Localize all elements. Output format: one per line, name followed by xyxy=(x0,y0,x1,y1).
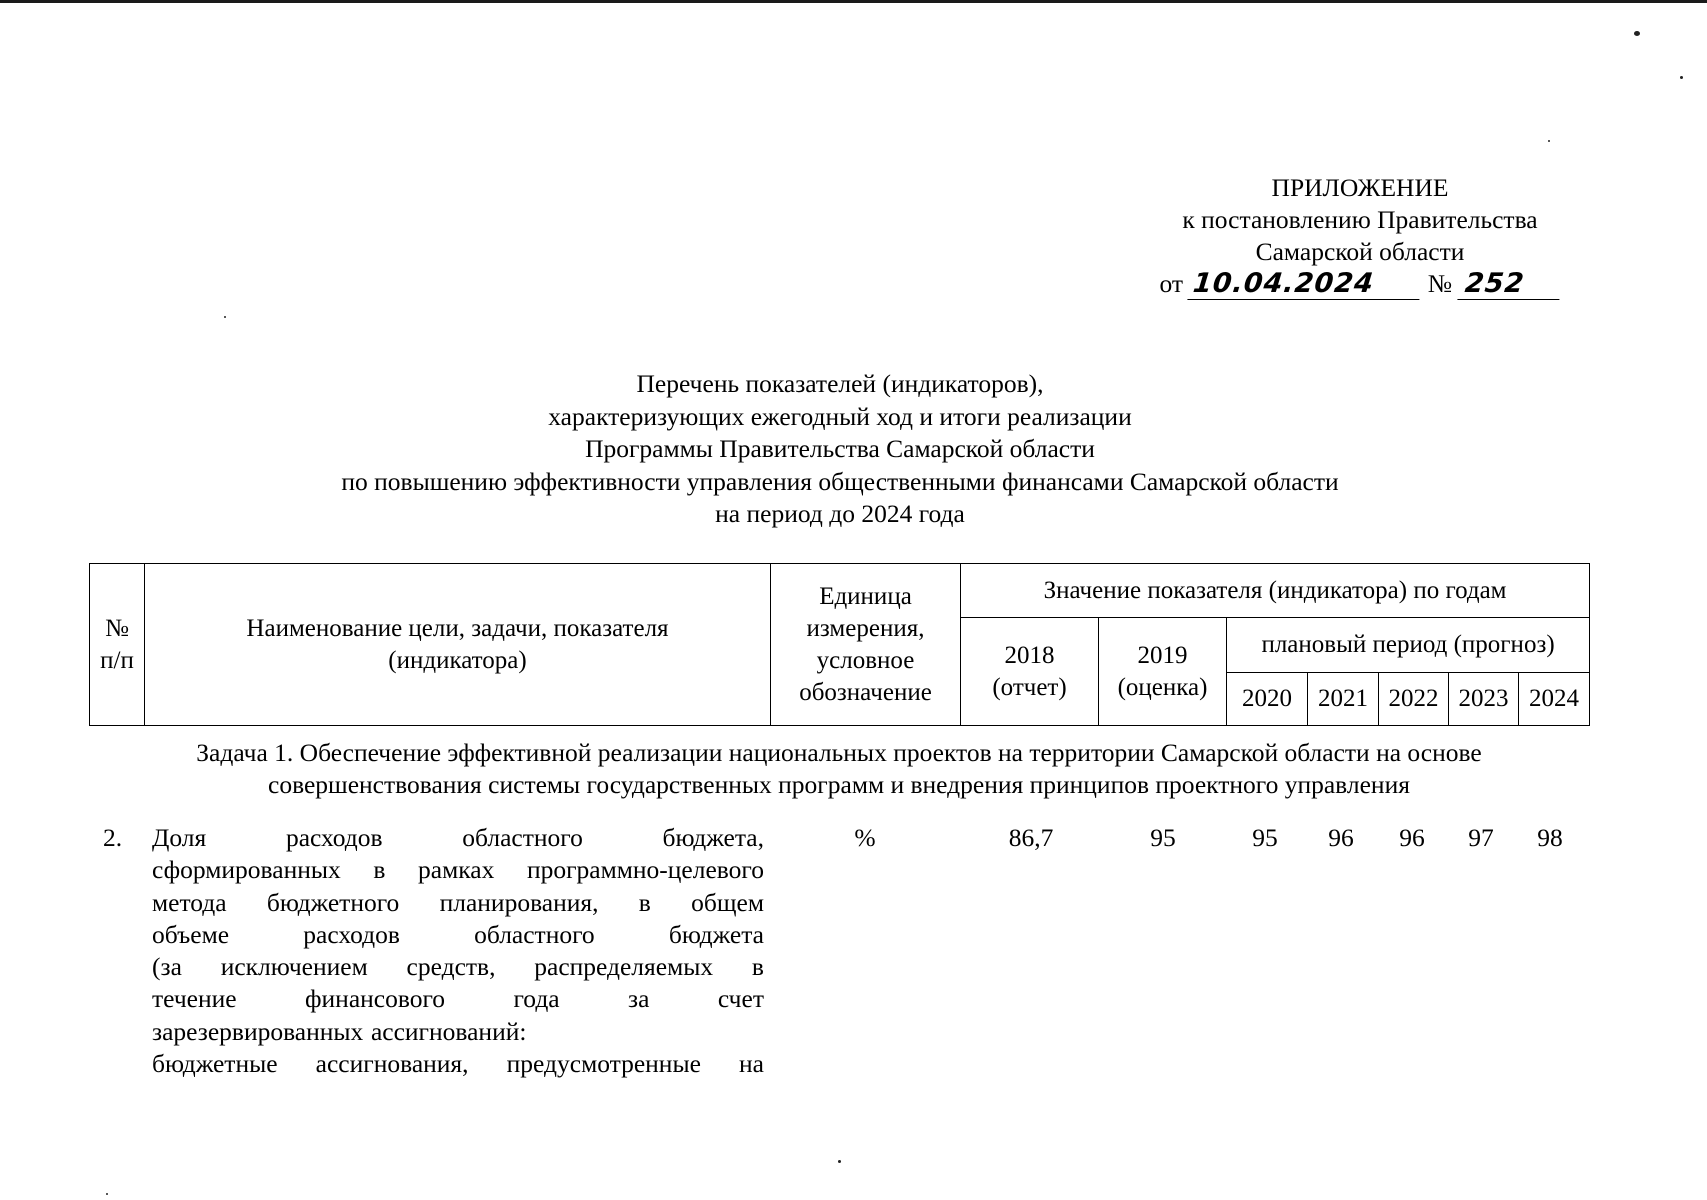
scan-speck xyxy=(838,1160,841,1163)
header-name-line-2: (индикатора) xyxy=(388,646,527,674)
indicator-text-line: объеме расходов областного бюджета xyxy=(152,919,764,949)
number-label: № xyxy=(1427,269,1453,298)
scan-speck xyxy=(106,1193,108,1195)
indicator-text-line: (за исключением средств, распределяемых в xyxy=(152,952,764,982)
title-line: характеризующих ежегодный ход и итоги реализации xyxy=(548,401,1132,431)
from-label: от xyxy=(1159,269,1184,298)
row-value-2024: 98 xyxy=(1537,823,1563,852)
appendix-line-2: Самарской области xyxy=(1255,237,1465,266)
appendix-block xyxy=(1140,172,1580,300)
header-number-line-2: п/п xyxy=(100,646,134,674)
header-year-2019-note: (оценка) xyxy=(1117,673,1208,701)
row-value-2018: 86,7 xyxy=(1008,823,1054,852)
document-title xyxy=(200,368,1480,531)
header-unit-line-2: измерения, xyxy=(806,614,925,642)
indicator-name xyxy=(152,822,764,1080)
header-plan-year: 2021 xyxy=(1308,673,1379,726)
header-number-line-1: № xyxy=(105,614,129,642)
row-value-2023: 97 xyxy=(1468,823,1494,852)
indicator-text-line: течение финансового года за счет xyxy=(152,984,764,1014)
header-year-2019-value: 2019 xyxy=(1137,641,1188,669)
header-cell-unit xyxy=(771,564,961,726)
scan-speck xyxy=(1680,76,1683,79)
scan-speck xyxy=(224,316,226,318)
task-line-2: совершенствования системы государственных программ и внедрения принципов проектного управления xyxy=(268,770,1410,799)
appendix-date-line xyxy=(1140,268,1580,300)
scan-speck xyxy=(1548,140,1550,142)
header-year-2019 xyxy=(1099,618,1227,726)
indicators-table-header xyxy=(89,563,1590,726)
appendix-line-1: к постановлению Правительства xyxy=(1182,205,1538,234)
handwritten-number: 252 xyxy=(1457,269,1562,300)
header-plan-group: плановый период (прогноз) xyxy=(1227,618,1590,673)
header-plan-year: 2022 xyxy=(1379,673,1449,726)
indicator-text-line: Доля расходов областного бюджета, xyxy=(152,823,764,852)
row-value-2022: 96 xyxy=(1399,823,1425,852)
header-unit-line-1: Единица xyxy=(819,582,912,610)
header-year-2018-note: (отчет) xyxy=(992,673,1067,701)
header-plan-year: 2023 xyxy=(1449,673,1519,726)
indicator-text-line: сформированных в рамках программно-целевого xyxy=(152,855,764,885)
title-line: Перечень показателей (индикаторов), xyxy=(636,369,1044,398)
header-cell-name xyxy=(145,564,771,726)
title-line: Программы Правительства Самарской области xyxy=(585,434,1095,463)
header-plan-year: 2024 xyxy=(1519,673,1590,726)
header-values-group: Значение показателя (индикатора) по годам xyxy=(961,564,1590,618)
header-year-2018 xyxy=(961,618,1099,726)
title-line: на период до 2024 года xyxy=(715,499,965,528)
row-unit: % xyxy=(854,823,876,852)
task-heading xyxy=(89,737,1589,801)
title-line: по повышению эффективности управления общественными финансами Самарской области xyxy=(341,466,1339,496)
row-value-2020: 95 xyxy=(1252,823,1278,852)
header-cell-number xyxy=(90,564,145,726)
header-unit-line-4: обозначение xyxy=(799,678,932,706)
scan-speck xyxy=(1634,31,1640,36)
appendix-heading: ПРИЛОЖЕНИЕ xyxy=(1271,173,1449,202)
header-plan-year: 2020 xyxy=(1227,673,1308,726)
row-value-2019: 95 xyxy=(1150,823,1176,852)
header-unit-line-3: условное xyxy=(816,646,915,674)
indicator-text-line: метода бюджетного планирования, в общем xyxy=(152,887,764,917)
task-line-1: Задача 1. Обеспечение эффективной реализации национальных проектов на территории Самарской области на основе xyxy=(196,738,1482,767)
header-name-line-1: Наименование цели, задачи, показателя xyxy=(246,614,669,642)
scan-top-border xyxy=(0,0,1707,3)
row-value-2021: 96 xyxy=(1328,823,1354,852)
header-year-2018-value: 2018 xyxy=(1004,641,1055,669)
indicator-text-line: бюджетные ассигнования, предусмотренные на xyxy=(152,1049,764,1079)
row-number: 2. xyxy=(103,823,123,852)
handwritten-date: 10.04.2024 xyxy=(1188,269,1423,300)
indicator-text-line: зарезервированных ассигнований: xyxy=(152,1016,527,1046)
